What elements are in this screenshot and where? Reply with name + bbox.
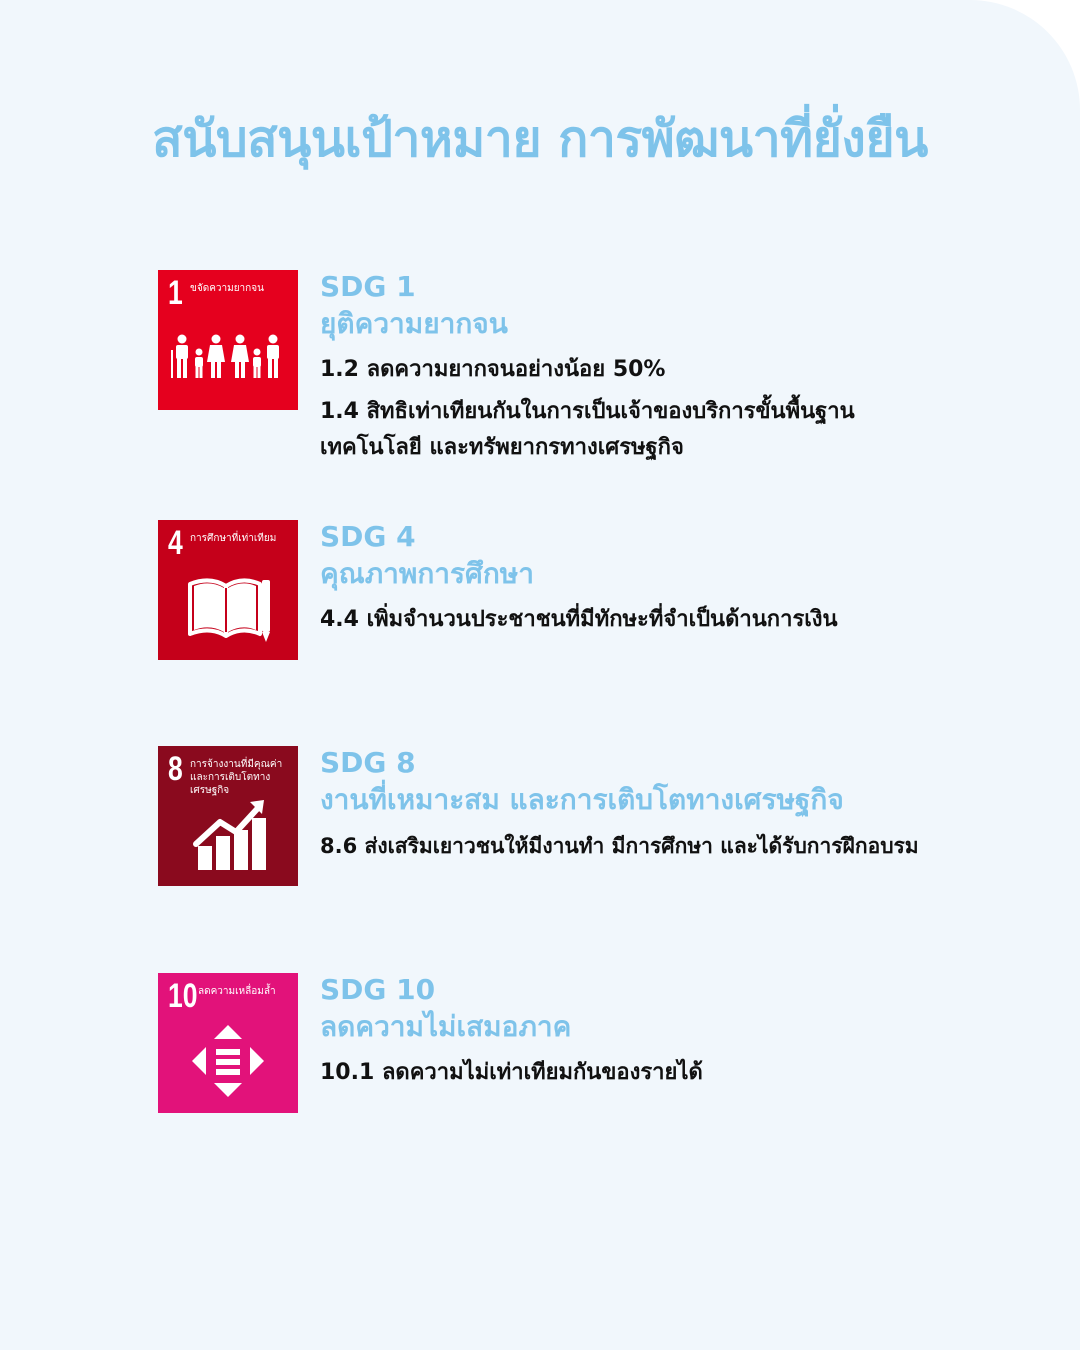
sdg-10-name: ลดความไม่เสมอภาค: [320, 1010, 572, 1043]
sdg-1-badge-caption: ขจัดความยากจน: [190, 283, 264, 294]
sdg-4-badge-caption: การศึกษาที่เท่าเทียม: [190, 533, 277, 544]
sdg-4-text: [320, 520, 1060, 638]
sdg-4-badge: [158, 520, 298, 660]
sdg-8-badge: [158, 746, 298, 886]
sdg-4-name: คุณภาพการศึกษา: [320, 557, 534, 590]
equality-arrows-icon: [158, 973, 298, 1113]
sdg-4-badge-number: 4: [168, 524, 183, 562]
sdg-8-text: [320, 746, 1060, 864]
page-title: สนับสนุนเป้าหมาย การพัฒนาที่ยั่งยืน: [152, 110, 928, 168]
sdg-10-target-1: 10.1 ลดความไม่เท่าเทียมกันของรายได้: [320, 1060, 703, 1085]
sdg-1-target-2: 1.4 สิทธิเท่าเทียนกันในการเป็นเจ้าของบริการขั้นพื้นฐาน เทคโนโลยี และทรัพยากรทางเศรษฐกิจ: [320, 399, 855, 460]
family-icon: [158, 270, 298, 410]
sdg-1-name: ยุติความยากจน: [320, 307, 508, 340]
sdg-10-badge: [158, 973, 298, 1113]
sdg-1-text: [320, 270, 1060, 466]
sdg-8-name: งานที่เหมาะสม และการเติบโตทางเศรษฐกิจ: [320, 783, 844, 816]
sdg-1-badge: [158, 270, 298, 410]
sdg-10-badge-caption: ลดความเหลื่อมล้ำ: [198, 986, 276, 997]
sdg-10-badge-number: 10: [168, 977, 198, 1015]
sdg-1-code: SDG 1: [320, 270, 416, 303]
sdg-8-target-1: 8.6 ส่งเสริมเยาวชนให้มีงานทำ มีการศึกษา และได้รับการฝึกอบรม: [320, 834, 919, 858]
sdg-10-text: [320, 973, 1060, 1091]
book-pencil-icon: [158, 520, 298, 660]
sdg-1-target-1: 1.2 ลดความยากจนอย่างน้อย 50%: [320, 357, 666, 382]
sdg-8-badge-number: 8: [168, 750, 183, 788]
sdg-10-code: SDG 10: [320, 973, 436, 1006]
growth-chart-icon: [158, 746, 298, 886]
sdg-8-code: SDG 8: [320, 746, 416, 779]
sdg-4-code: SDG 4: [320, 520, 416, 553]
sdg-4-target-1: 4.4 เพิ่มจำนวนประชาชนที่มีทักษะที่จำเป็นด้านการเงิน: [320, 607, 838, 632]
sdg-8-badge-caption: การจ้างงานที่มีคุณค่าและการเติบโตทางเศรษฐกิจ: [190, 759, 283, 796]
sdg-1-badge-number: 1: [168, 274, 183, 312]
